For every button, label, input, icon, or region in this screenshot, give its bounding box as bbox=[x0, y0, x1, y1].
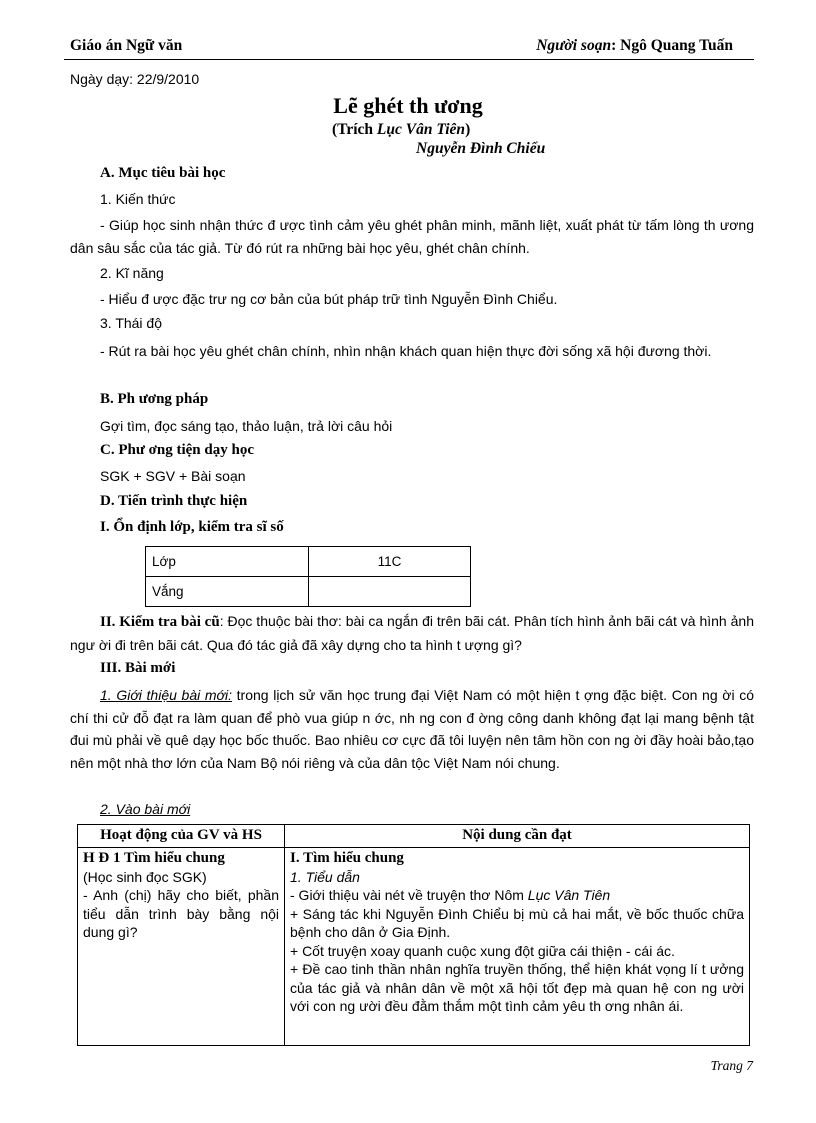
attendance-label: Lớp bbox=[146, 547, 309, 577]
lesson-title: Lẽ ghét th ương bbox=[333, 93, 483, 118]
intro-section bbox=[70, 684, 754, 774]
section-b-text: Gợi tìm, đọc sáng tạo, thảo luận, trả lời câu hỏi bbox=[100, 418, 393, 434]
attendance-label: Vắng bbox=[146, 577, 309, 607]
section-c-text: SGK + SGV + Bài soạn bbox=[100, 468, 246, 484]
table-header-row bbox=[78, 825, 750, 848]
header-author bbox=[536, 37, 733, 55]
activity-question: - Anh (chị) hãy cho biết, phần tiểu dẫn trình bày bằng nội dung gì? bbox=[83, 887, 279, 940]
section-a1-text: - Giúp học sinh nhận thức đ ược tình cảm yêu ghét phân minh, mãnh liệt, xuất phát từ tấm lòng th ương dân sâu sắc của tác giả. Từ đó rút ra những bài học yêu, ghét chân chính. bbox=[70, 217, 754, 256]
header-divider bbox=[64, 59, 754, 60]
table-row bbox=[146, 577, 471, 607]
header-author-name: : Ngô Quang Tuấn bbox=[611, 37, 733, 54]
activity-title: H Đ 1 Tìm hiểu chung bbox=[83, 850, 225, 866]
teaching-date: Ngày dạy: 22/9/2010 bbox=[70, 71, 200, 87]
section-c-title: C. Phư ơng tiện dạy học bbox=[100, 442, 254, 458]
section-a3-title: 3. Thái độ bbox=[100, 315, 163, 331]
section-i-title: I. Ổn định lớp, kiểm tra sĩ số bbox=[100, 519, 284, 535]
section-d-title: D. Tiến trình thực hiện bbox=[100, 493, 248, 509]
enter-lesson-label: 2. Vào bài mới bbox=[100, 801, 191, 817]
section-a1-title: 1. Kiến thức bbox=[100, 191, 176, 207]
content-title: I. Tìm hiểu chung bbox=[290, 850, 404, 866]
header-author-label: Người soạn bbox=[536, 37, 612, 54]
section-a3-text: - Rút ra bài học yêu ghét chân chính, nhìn nhận khách quan hiện thực đời sống xã hội đương thời. bbox=[100, 343, 712, 359]
new-lesson-title: III. Bài mới bbox=[100, 660, 176, 676]
lesson-author: Nguyễn Đình Chiểu bbox=[416, 140, 546, 157]
attendance-value: 11C bbox=[309, 547, 471, 577]
section-a-title: A. Mục tiêu bài học bbox=[100, 165, 226, 181]
content-line: + Cốt truyện xoay quanh cuộc xung đột giữa cái thiện - cái ác. bbox=[290, 942, 675, 959]
intro-text: trong lịch sử văn học trung đại Việt Nam có một hiện t ợng đặc biệt. Con ng ời có chí thi cử đỗ đạt ra làm quan để phò vua giúp n ớc, nh ng con đ ờng công danh không đạt lại mang bệnh tật đui mù phải về quê dạy học bốc thuốc. Bao nhiêu cơ cực đã tôi luyện nên tâm hồn con ng ời đầy hoài bảo,tạo nên một nhà thơ lớn của Nam Bộ nói riêng và của dân tộc Việt Nam nói chung. bbox=[70, 687, 754, 771]
attendance-table bbox=[145, 546, 471, 607]
content-subtitle: 1. Tiểu dẫn bbox=[290, 868, 360, 885]
subtitle-close: ) bbox=[465, 121, 471, 138]
review-section bbox=[70, 610, 754, 656]
attendance-value bbox=[309, 577, 471, 607]
content-cell bbox=[285, 848, 750, 1046]
content-work: Lục Vân Tiên bbox=[527, 887, 611, 903]
col-header-activity: Hoạt động của GV và HS bbox=[78, 825, 285, 848]
activity-line: (Học sinh đọc SGK) bbox=[83, 868, 207, 885]
content-line: + Đề cao tinh thần nhân nghĩa truyền thống, thể hiện khát vọng lí t ưởng của tác giả và nhân dân về một xã hội tốt đẹp mà quan hệ con ng ười với con ng ười đều đằm thắm một tình cảm yêu th ơng nhân ái. bbox=[290, 961, 744, 1014]
subtitle-work: Lục Vân Tiên bbox=[376, 121, 466, 138]
table-row bbox=[146, 547, 471, 577]
activity-cell bbox=[78, 848, 285, 1046]
section-a2-text: - Hiểu đ ược đặc trư ng cơ bản của bút pháp trữ tình Nguyễn Đình Chiểu. bbox=[100, 291, 558, 307]
review-title: II. Kiểm tra bài cũ bbox=[100, 614, 220, 630]
section-b-title: B. Ph ương pháp bbox=[100, 391, 209, 407]
activity-table bbox=[77, 824, 750, 1046]
header-subject: Giáo án Ngữ văn bbox=[70, 37, 183, 54]
lesson-subtitle bbox=[332, 121, 470, 139]
intro-label: 1. Giới thiệu bài mới: bbox=[100, 687, 232, 703]
subtitle-open: (Trích bbox=[332, 121, 377, 138]
page-number: Trang 7 bbox=[710, 1058, 753, 1073]
section-a2-title: 2. Kĩ năng bbox=[100, 265, 164, 281]
col-header-content: Nội dung cần đạt bbox=[285, 825, 750, 848]
table-row bbox=[78, 848, 750, 1046]
content-line: + Sáng tác khi Nguyễn Đình Chiểu bị mù cả hai mắt, về bốc thuốc chữa bệnh cho dân ở Gia Định. bbox=[290, 905, 744, 940]
content-line: - Giới thiệu vài nét về truyện thơ Nôm Lục Vân Tiên bbox=[290, 887, 611, 903]
review-text: : Đọc thuộc bài thơ: bài ca ngắn đi trên bãi cát. Phân tích hình ảnh bãi cát và hình ảnh ngư ời đi trên bãi cát. Qua đó tác giả đã xây dựng cho ta hình t ượng gì? bbox=[70, 613, 754, 653]
